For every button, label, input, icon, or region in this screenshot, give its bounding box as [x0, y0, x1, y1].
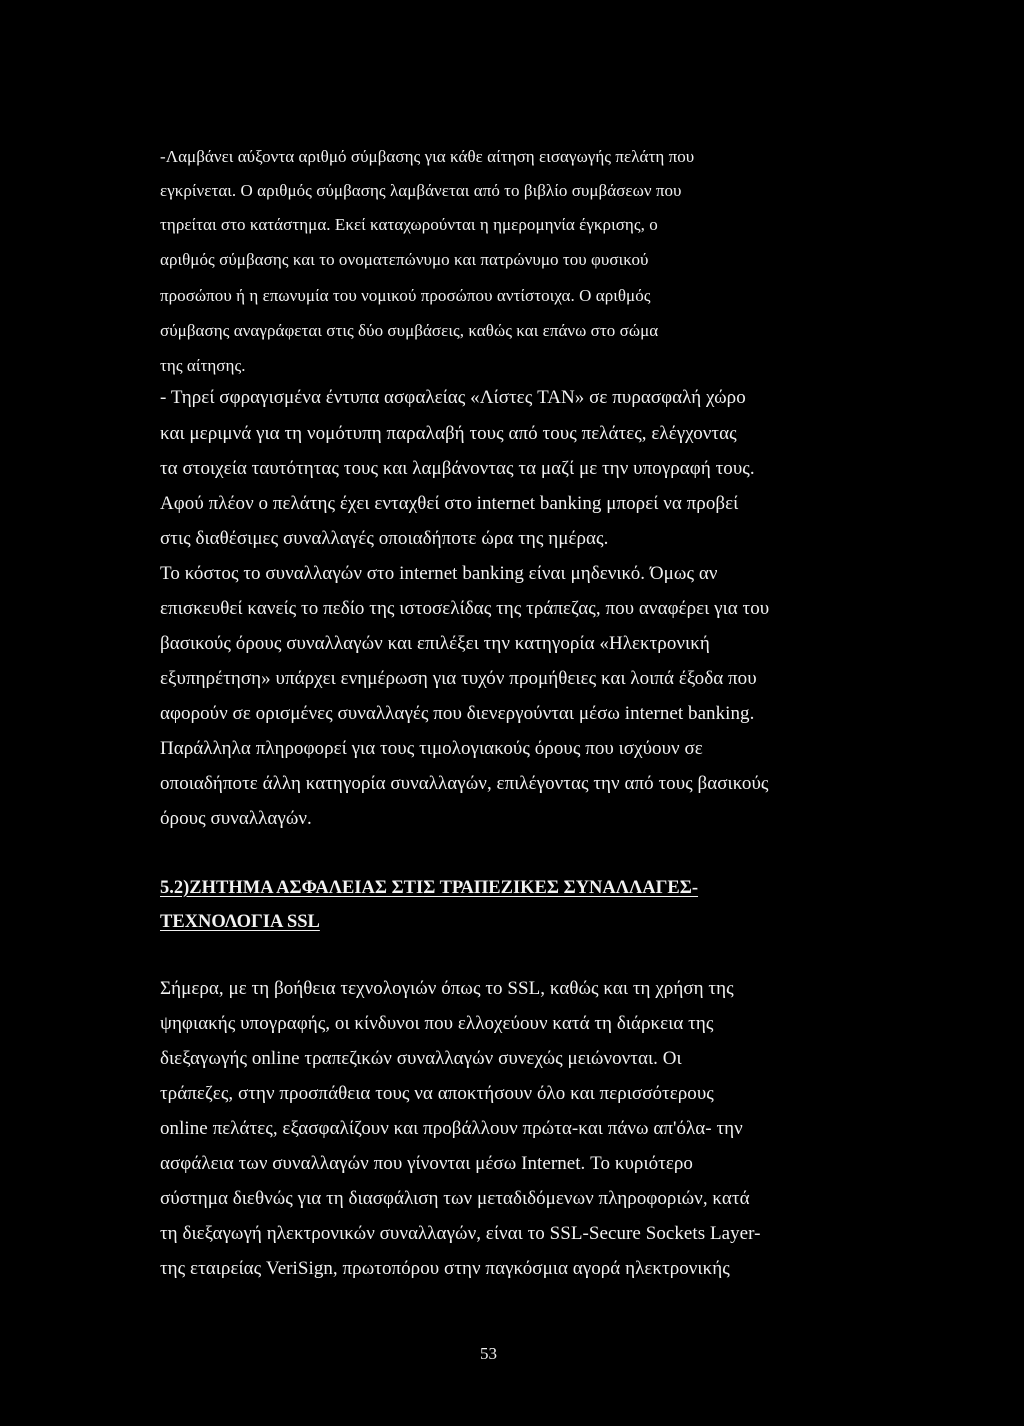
paragraph-3-line: σύστημα διεθνώς για τη διασφάλιση των μεταδιδόμενων πληροφοριών, κατά [160, 1188, 750, 1209]
paragraph-1-line: προσώπου ή η επωνυμία του νομικού προσώπου αντίστοιχα. Ο αριθμός [160, 286, 651, 305]
paragraph-2-line: τα στοιχεία ταυτότητας τους και λαμβάνοντας τα μαζί με την υπογραφή τους. [160, 458, 755, 479]
paragraph-3-line: ψηφιακής υπογραφής, οι κίνδυνοι που ελλοχεύουν κατά τη διάρκεια της [160, 1013, 714, 1034]
paragraph-2-line: οποιαδήποτε άλλη κατηγορία συναλλαγών, επιλέγοντας την από τους βασικούς [160, 773, 769, 794]
paragraph-1-line: τηρείται στο κατάστημα. Εκεί καταχωρούνται η ημερομηνία έγκρισης, ο [160, 215, 658, 234]
paragraph-2-line: όρους συναλλαγών. [160, 808, 312, 829]
paragraph-1-line: της αίτησης. [160, 356, 246, 375]
paragraph-2-line: αφορούν σε ορισμένες συναλλαγές που διενεργούνται μέσω internet banking. [160, 703, 755, 724]
paragraph-3-line: Σήμερα, με τη βοήθεια τεχνολογιών όπως το SSL, καθώς και τη χρήση της [160, 978, 734, 999]
paragraph-3-line: τη διεξαγωγή ηλεκτρονικών συναλλαγών, είναι το SSL-Secure Sockets Layer- [160, 1223, 761, 1244]
paragraph-1-line: αριθμός σύμβασης και το ονοματεπώνυμο και πατρώνυμο του φυσικού [160, 250, 649, 269]
paragraph-2-line: Αφού πλέον ο πελάτης έχει ενταχθεί στο internet banking μπορεί να προβεί [160, 493, 739, 514]
paragraph-2-line: και μεριμνά για τη νομότυπη παραλαβή τους από τους πελάτες, ελέγχοντας [160, 423, 737, 444]
paragraph-3-line: της εταιρείας VeriSign, πρωτοπόρου στην παγκόσμια αγορά ηλεκτρονικής [160, 1258, 730, 1279]
paragraph-3-line: διεξαγωγής online τραπεζικών συναλλαγών συνεχώς μειώνονται. Οι [160, 1048, 682, 1069]
paragraph-2-line: Παράλληλα πληροφορεί για τους τιμολογιακούς όρους που ισχύουν σε [160, 738, 703, 759]
paragraph-2-line: Το κόστος το συναλλαγών στο internet banking είναι μηδενικό. Όμως αν [160, 563, 718, 584]
paragraph-1-line: -Λαμβάνει αύξοντα αριθμό σύμβασης για κάθε αίτηση εισαγωγής πελάτη που [160, 147, 695, 166]
paragraph-1-line: εγκρίνεται. Ο αριθμός σύμβασης λαμβάνεται από το βιβλίο συμβάσεων που [160, 181, 682, 200]
paragraph-2-line: εξυπηρέτηση» υπάρχει ενημέρωση για τυχόν προμήθειες και λοιπά έξοδα που [160, 668, 757, 689]
section-heading-line: 5.2)ΖΗΤΗΜΑ ΑΣΦΑΛΕΙΑΣ ΣΤΙΣ ΤΡΑΠΕΖΙΚΕΣ ΣΥΝΑΛΛΑΓΕΣ- [160, 878, 699, 898]
paragraph-2-line: βασικούς όρους συναλλαγών και επιλέξει την κατηγορία «Ηλεκτρονική [160, 633, 710, 654]
page-number: 53 [480, 1344, 497, 1363]
paragraph-3-line: online πελάτες, εξασφαλίζουν και προβάλλουν πρώτα-και πάνω απ'όλα- την [160, 1118, 743, 1139]
paragraph-2-line: στις διαθέσιμες συναλλαγές οποιαδήποτε ώρα της ημέρας. [160, 528, 609, 549]
paragraph-2-line: - Τηρεί σφραγισμένα έντυπα ασφαλείας «Λίστες TAN» σε πυρασφαλή χώρο [160, 387, 746, 408]
section-heading-line: ΤΕΧΝΟΛΟΓΙΑ SSL [160, 912, 320, 932]
paragraph-3-line: ασφάλεια των συναλλαγών που γίνονται μέσω Internet. Το κυριότερο [160, 1153, 693, 1174]
paragraph-1-line: σύμβασης αναγράφεται στις δύο συμβάσεις, καθώς και επάνω στο σώμα [160, 321, 659, 340]
paragraph-2-line: επισκευθεί κανείς το πεδίο της ιστοσελίδας της τράπεζας, που αναφέρει για του [160, 598, 770, 619]
paragraph-3-line: τράπεζες, στην προσπάθεια τους να αποκτήσουν όλο και περισσότερους [160, 1083, 714, 1104]
